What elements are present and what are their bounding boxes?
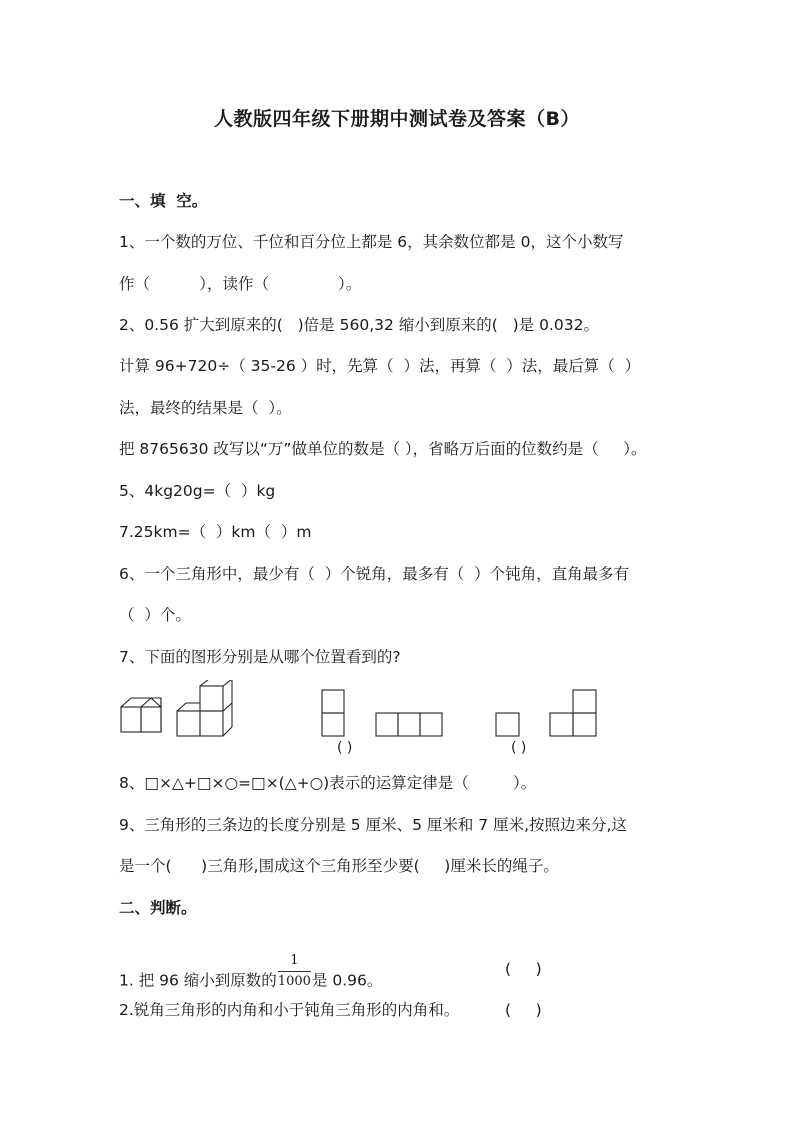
question-3-line-1: 计算 96+720÷（ 35-26 ）时，先算（ ）法，再算（ ）法，最后算（ ） (119, 357, 641, 375)
answer-paren-figure-2: ( ) (511, 740, 527, 756)
view-shape-single (496, 713, 519, 736)
section-heading-fill-blank: 一、填 空。 (119, 192, 208, 210)
judge-q2-paren: ( ) (505, 1001, 542, 1019)
view-shape-vertical (322, 690, 344, 736)
question-2-line: 2、0.56 扩大到原来的( )倍是 560,32 缩小到原来的( )是 0.032。 (119, 316, 599, 334)
judge-q1-before: 1. 把 96 缩小到原数的 (119, 971, 277, 990)
question-9-line-2: 是一个( )三角形,围成这个三角形至少要( )厘米长的绳子。 (119, 857, 559, 875)
judge-question-2: 2.锐角三角形的内角和小于钝角三角形的内角和。 (119, 1001, 460, 1019)
view-shape-row (376, 713, 442, 736)
page-title: 人教版四年级下册期中测试卷及答案（B） (214, 108, 580, 130)
answer-paren-figure-1: ( ) (337, 740, 353, 756)
view-shape-l (550, 690, 596, 736)
cube-group-two (121, 698, 161, 732)
question-5-line-2: 7.25km=（ ）km（ ）m (119, 523, 312, 541)
judge-q1-after: 是 0.96。 (311, 971, 383, 990)
fraction-numerator: 1 (278, 953, 311, 972)
view-figures (119, 680, 619, 760)
question-6-line-1: 6、一个三角形中，最少有（ ）个锐角，最多有（ ）个钝角，直角最多有 (119, 565, 630, 583)
question-1-line-2: 作（ ），读作（ ）。 (119, 275, 362, 293)
question-8-line: 8、□×△+□×○=□×(△+○)表示的运算定律是（ ）。 (119, 774, 537, 792)
fraction-denominator: 1000 (277, 974, 311, 990)
question-5-line-1: 5、4kg20g=（ ）kg (119, 482, 276, 500)
question-3-line-2: 法，最终的结果是（ ）。 (119, 399, 292, 417)
question-7-line: 7、下面的图形分别是从哪个位置看到的? (119, 648, 401, 666)
question-9-line-1: 9、三角形的三条边的长度分别是 5 厘米、5 厘米和 7 厘米,按照边来分,这 (119, 816, 627, 834)
judge-question-1 (119, 953, 383, 1000)
question-1-line-1: 1、一个数的万位、千位和百分位上都是 6，其余数位都是 0，这个小数写 (119, 233, 624, 251)
question-4-line: 把 8765630 改写以“万”做单位的数是（ ），省略万后面的位数约是（ ）。 (119, 440, 647, 458)
question-6-line-2: （ ）个。 (119, 606, 191, 624)
judge-q1-paren: ( ) (505, 960, 542, 978)
cube-group-stack (177, 680, 232, 736)
section-heading-judge: 二、判断。 (119, 899, 197, 917)
fraction (278, 953, 311, 991)
